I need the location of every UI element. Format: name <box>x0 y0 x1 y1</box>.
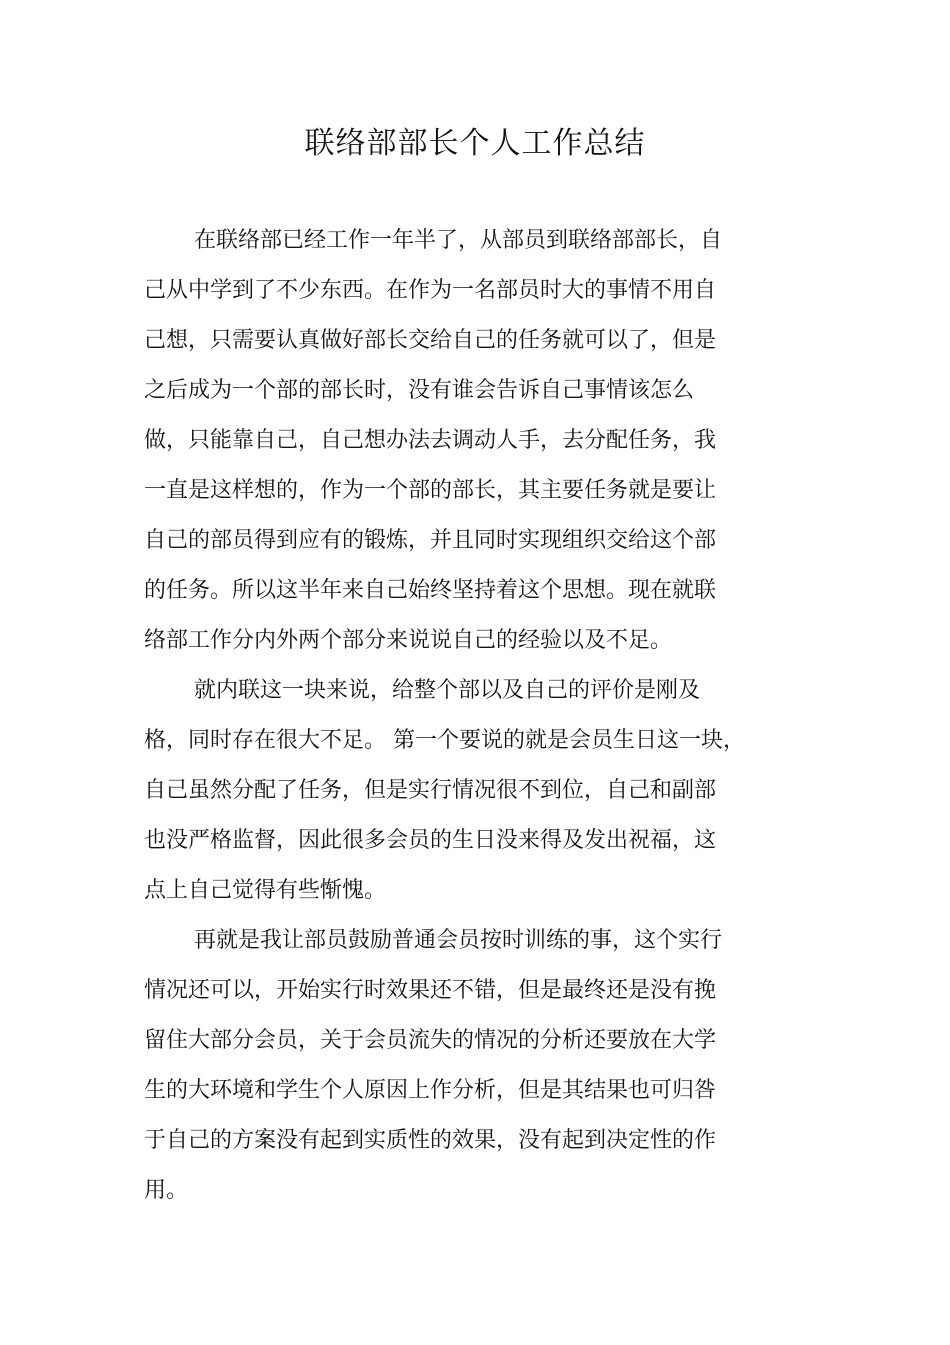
paragraph-2-line-5: 点上自己觉得有些惭愧。 <box>144 878 387 903</box>
paragraph-1-line-2: 己从中学到了不少东西。在作为一名部员时大的事情不用自 <box>144 278 717 303</box>
paragraph-3-line-5: 于自己的方案没有起到实质性的效果，没有起到决定性的作 <box>144 1128 717 1153</box>
paragraph-1-line-7: 自己的部员得到应有的锻炼，并且同时实现组织交给这个部 <box>144 528 717 553</box>
paragraph-3-line-3: 留住大部分会员，关于会员流失的情况的分析还要放在大学 <box>144 1028 717 1053</box>
paragraph-2-line-1: 就内联这一块来说，给整个部以及自己的评价是刚及 <box>194 678 701 703</box>
paragraph-1-line-6: 一直是这样想的，作为一个部的部长，其主要任务就是要让 <box>144 478 717 503</box>
document-title: 联络部部长个人工作总结 <box>304 126 646 161</box>
paragraph-3-line-6: 用。 <box>144 1178 189 1203</box>
paragraph-2-line-2: 格，同时存在很大不足。 第一个要说的就是会员生日这一块， <box>144 728 745 753</box>
paragraph-1-line-9: 络部工作分内外两个部分来说说自己的经验以及不足。 <box>144 628 673 653</box>
paragraph-3-line-4: 生的大环境和学生个人原因上作分析，但是其结果也可归咎 <box>144 1078 717 1103</box>
paragraph-1-line-4: 之后成为一个部的部长时，没有谁会告诉自己事情该怎么 <box>144 378 695 403</box>
paragraph-3-line-2: 情况还可以，开始实行时效果还不错，但是最终还是没有挽 <box>144 978 717 1003</box>
paragraph-1-line-1: 在联络部已经工作一年半了，从部员到联络部部长，自 <box>194 228 723 253</box>
paragraph-1-line-5: 做，只能靠自己，自己想办法去调动人手，去分配任务，我 <box>144 428 717 453</box>
paragraph-1-line-8: 的任务。所以这半年来自己始终坚持着这个思想。现在就联 <box>144 578 717 603</box>
paragraph-3-line-1: 再就是我让部员鼓励普通会员按时训练的事，这个实行 <box>194 928 723 953</box>
paragraph-2-line-4: 也没严格监督，因此很多会员的生日没来得及发出祝福，这 <box>144 828 717 853</box>
paragraph-2-line-3: 自己虽然分配了任务，但是实行情况很不到位，自己和副部 <box>144 778 717 803</box>
paragraph-1-line-3: 己想，只需要认真做好部长交给自己的任务就可以了，但是 <box>144 328 717 353</box>
